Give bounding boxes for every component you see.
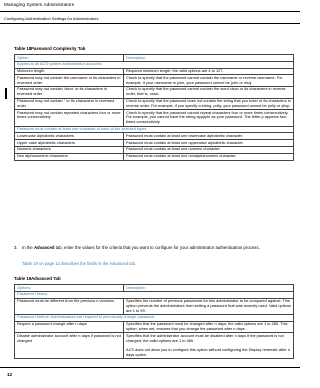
column-header-option: Option [15,55,124,62]
option-cell: Password may not contain '' or its characters in reversed order [15,98,124,110]
table-row [15,333,294,359]
table18-caption [14,46,85,51]
description-cell: Specifies the number of previous passwords for this administrator to be compared against. This option prevents the administrators from setting a password that was recently used. Valid options are 1 to 99. [124,298,294,314]
table18-number: Table 18 [14,46,32,51]
running-header-subtitle: Configuring Authentication Settings for Administrators [4,16,99,21]
step-text-prefix: In the [22,245,34,250]
footer-rule [0,367,300,368]
table-section-row [15,291,294,298]
table-row [15,98,294,110]
description-cell: Check to specify that the password cannot contain the username or reverse username. For example, if your username is john, your password cannot be john or nhoj. [124,75,294,87]
column-header-description: Description [124,285,294,292]
option-cell: Password may not contain 'cisco' or its characters in reversed order [15,86,124,98]
table18-title: Password Complexity Tab [31,46,86,51]
running-header-title: Managing System Administrators [4,3,75,8]
description-cell: Check to specify that the password does not contain the string that you enter or its characters in reverse order. For example, if you specify a string, polly, your password cannot be polly or yllop. [124,98,294,110]
table19-caption [14,276,61,281]
option-cell: Numeric characters [15,146,124,153]
table-row [15,298,294,314]
password-complexity-table-body [15,55,294,161]
table-row [15,68,294,75]
table19-cross-reference[interactable]: Table 19 on page 12 describes the fields in the Advanced tab. [22,261,137,266]
header-bottom-rule [0,23,300,24]
option-cell: Lowercase alphabetic characters [15,133,124,140]
table-row [15,321,294,333]
table-row [15,140,294,147]
description-cell: Password must contain at least one numeric character. [124,146,294,153]
option-cell: Upper case alphabetic characters [15,140,124,147]
option-cell: Non alphanumeric characters [15,153,124,160]
table-header-row [15,285,294,292]
table-row [15,133,294,140]
description-cell: Password must contain at least one uppercase alphabetic character. [124,140,294,147]
table-header-row [15,55,294,62]
password-complexity-table [14,54,294,161]
step-number: 3. [14,245,18,250]
table-section-row [15,61,294,68]
description-cell: Required minimum length; the valid options are 4 to 127. [124,68,294,75]
step-text-suffix: tab, enter the values for the criteria that you want to configure for your administrator authentication process. [54,245,260,250]
description-cell: Check to specify that the password cannot repeat characters four or more times consecutively. For example, you cannot have the string apppple as your password. The letter p appears four times consecutively. [124,110,294,126]
step-text [22,245,294,251]
table-row [15,75,294,87]
table-row [15,110,294,126]
header-top-rule [0,11,300,12]
advanced-tab-table-body [15,285,294,359]
option-cell: Password may not contain repeated characters four or more times consecutively [15,110,124,126]
option-cell: Password may not contain the username or its characters in reversed order [15,75,124,87]
column-header-description: Description [124,55,294,62]
page-number: 12 [7,372,13,377]
option-cell: Disable administrator account after n days if password is not changed [15,333,124,359]
column-header-option: Options [15,285,124,292]
table-section-row [15,314,294,321]
option-cell: Password must be different from the previous n versions [15,298,124,314]
table19-number: Table 19 [14,276,32,281]
description-cell: Specifies that the password must be changed after n days; the valid options are 1 to 365. This option, when set, ensures that you change the password after n days. [124,321,294,333]
section-label: Applies to all ACS system administrator accounts [15,61,294,68]
description-cell: Password must contain at least one nonalphanumeric character. [124,153,294,160]
step-text-bold: Advanced [33,245,55,250]
advanced-tab-table [14,284,294,359]
description-cell: Password must contain at least one lowercase alphabetic character. [124,133,294,140]
option-cell: Minimum length [15,68,124,75]
table-row [15,153,294,160]
option-cell: Require a password change after n days [15,321,124,333]
section-label: Password History [15,291,294,298]
section-label: Password must contain at least one character of each of the selected types [15,126,294,133]
description-cell: Specifies that the administrator account must be disabled after n days if the password is not changed; the valid options are 1 to 365. ACS does not allow you to configure this option without configuring the Display reminder after n days option. [124,333,294,359]
table-row [15,146,294,153]
table-section-row [15,126,294,133]
description-cell: Check to specify that the password cannot contain the word cisco or its characters in reverse order, that is, ocsic. [124,86,294,98]
table-row [15,86,294,98]
section-label: Password Lifetime: Administrators are required to periodically change password [15,314,294,321]
table19-title: Advanced Tab [31,276,61,281]
change-bar [5,88,7,99]
